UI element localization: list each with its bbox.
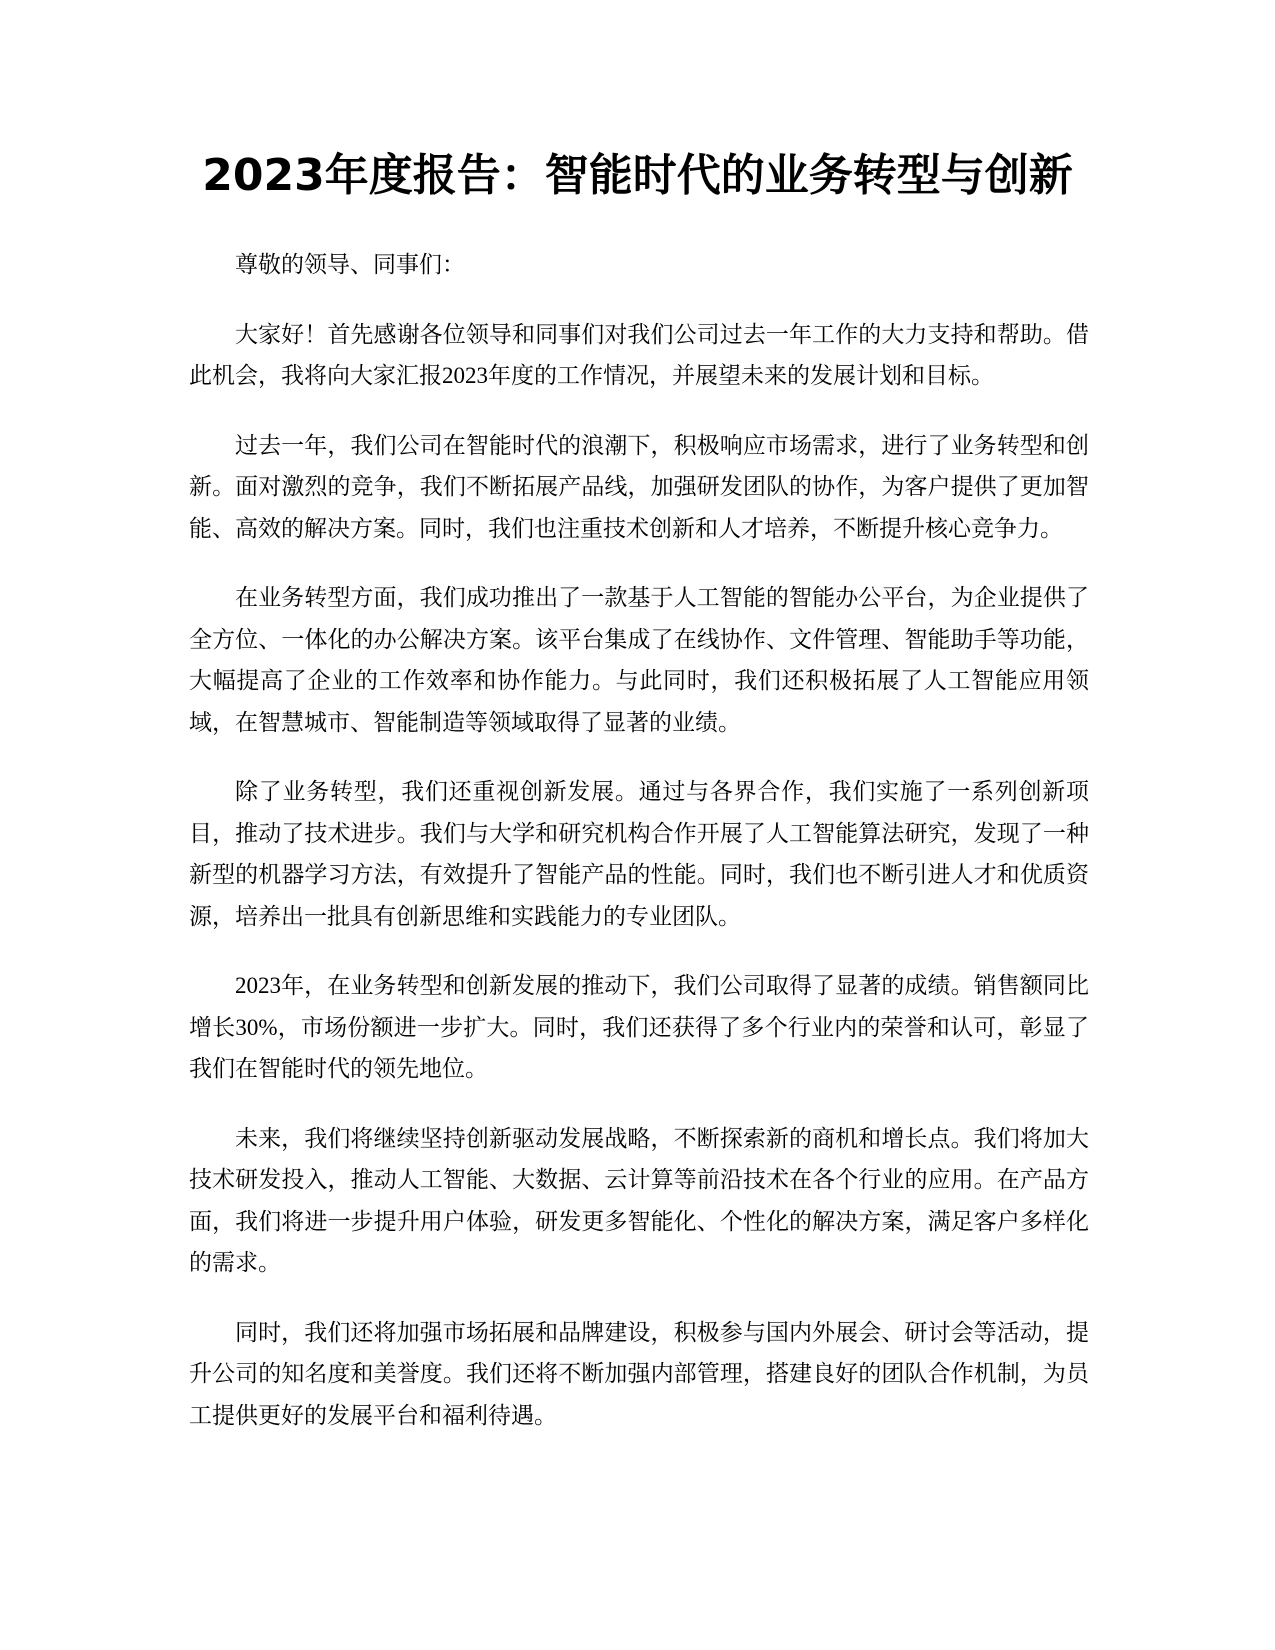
paragraph: 大家好！首先感谢各位领导和同事们对我们公司过去一年工作的大力支持和帮助。借此机会，我将向大家汇报2023年度的工作情况，并展望未来的发展计划和目标。 [189,321,1089,388]
paragraph: 除了业务转型，我们还重视创新发展。通过与各界合作，我们实施了一系列创新项目，推动了技术进步。我们与大学和研究机构合作开展了人工智能算法研究，发现了一种新型的机器学习方法，有效提升了智能产品的性能。同时，我们也不断引进人才和优质资源，培养出一批具有创新思维和实践能力的专业团队。 [189,779,1089,929]
document-body [189,244,1089,1464]
paragraph: 2023年，在业务转型和创新发展的推动下，我们公司取得了显著的成绩。销售额同比增长30%，市场份额进一步扩大。同时，我们还获得了多个行业内的荣誉和认可，彰显了我们在智能时代的领先地位。 [189,973,1089,1081]
paragraph: 未来，我们将继续坚持创新驱动发展战略，不断探索新的商机和增长点。我们将加大技术研发投入，推动人工智能、大数据、云计算等前沿技术在各个行业的应用。在产品方面，我们将进一步提升用户体验，研发更多智能化、个性化的解决方案，满足客户多样化的需求。 [189,1125,1089,1275]
page-title: 2023年度报告：智能时代的业务转型与创新 [202,150,1073,201]
paragraph: 同时，我们还将加强市场拓展和品牌建设，积极参与国内外展会、研讨会等活动，提升公司的知名度和美誉度。我们还将不断加强内部管理，搭建良好的团队合作机制，为员工提供更好的发展平台和福利待遇。 [189,1319,1089,1428]
paragraph: 在业务转型方面，我们成功推出了一款基于人工智能的智能办公平台，为企业提供了全方位、一体化的办公解决方案。该平台集成了在线协作、文件管理、智能助手等功能，大幅提高了企业的工作效率和协作能力。与此同时，我们还积极拓展了人工智能应用领域，在智慧城市、智能制造等领域取得了显著的业绩。 [189,585,1089,735]
salutation: 尊敬的领导、同事们： [235,252,465,277]
paragraph: 过去一年，我们公司在智能时代的浪潮下，积极响应市场需求，进行了业务转型和创新。面对激烈的竞争，我们不断拓展产品线，加强研发团队的协作，为客户提供了更加智能、高效的解决方案。同时，我们也注重技术创新和人才培养，不断提升核心竞争力。 [189,432,1089,541]
